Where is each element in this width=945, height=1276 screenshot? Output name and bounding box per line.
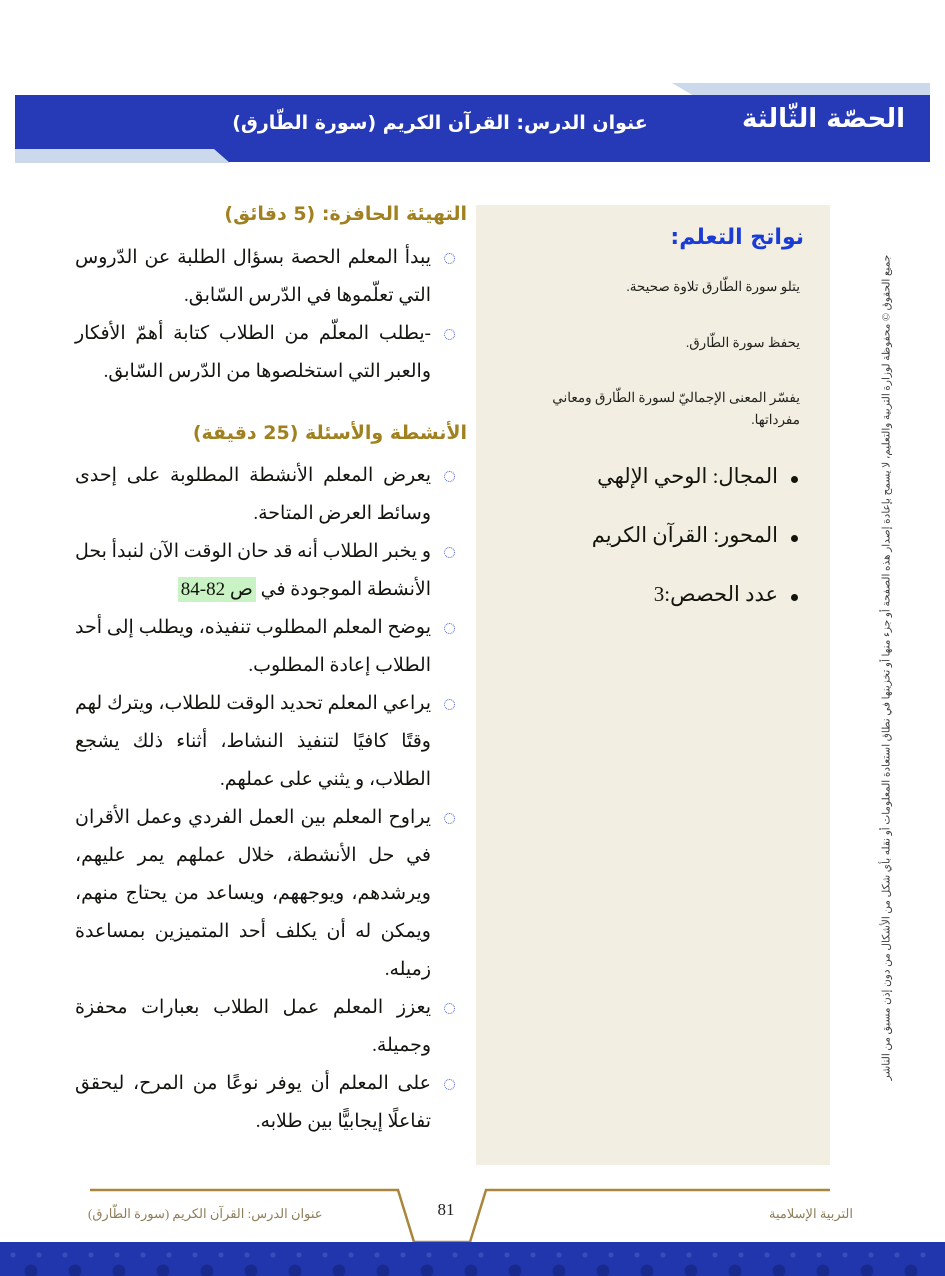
bullet-text: يبدأ المعلم الحصة بسؤال الطلبة عن الدّروس التي تعلّموها في الدّرس السّابق. xyxy=(75,246,431,306)
activities-section-heading: الأنشطة والأسئلة (25 دقيقة) xyxy=(192,421,467,444)
bottom-decorative-band xyxy=(0,1242,945,1276)
learning-outcomes-box xyxy=(476,205,830,1165)
list-item: عدد الحصص:3 xyxy=(502,582,804,607)
lesson-plan-column xyxy=(75,200,467,1141)
outcome-objective: يفسّر المعنى الإجماليّ لسورة الطّارق ومعاني مفرداتها. xyxy=(552,390,800,427)
list-item xyxy=(75,457,467,533)
outcome-objective: يحفظ سورة الطّارق. xyxy=(685,334,800,350)
footer-lesson-label: عنوان الدرس: القرآن الكريم (سورة الطّارق) xyxy=(88,1206,323,1221)
bullet-text: يوضح المعلم المطلوب تنفيذه، ويطلب إلى أحد الطلاب إعادة المطلوب. xyxy=(75,617,431,676)
outcomes-heading: نواتج التعلم: xyxy=(670,225,804,250)
page-range-highlight: ص 82-84 xyxy=(178,577,256,602)
outcome-objective: يتلو سورة الطّارق تلاوة صحيحة. xyxy=(626,279,800,294)
bullet-text: على المعلم أن يوفر نوعًا من المرح، ليحقق تفاعلًا إيجابيًّا بين طلابه. xyxy=(75,1073,431,1132)
bullet-text: يعزز المعلم عمل الطلاب بعبارات محفزة وجميلة. xyxy=(75,997,431,1056)
list-item xyxy=(75,533,467,609)
copyright-vertical-text: جميع الحقوق © محفوظة لوزارة التربية والتعليم، لا يسمح بإعادة إصدار هذه الصفحة أو جزء منها أو تخزينها في نطاق استعادة المعلومات أو نقله بأي شكل من الأشكال من دون إذن مسبق من الناشر xyxy=(881,254,893,1081)
bullet-text: يراعي المعلم تحديد الوقت للطلاب، ويترك لهم وقتًا كافيًا لتنفيذ النشاط، أثناء ذلك يشجع الطلاب، و يثني على عملهم. xyxy=(75,693,431,790)
prep-section-heading: التهيئة الحافزة: (5 دقائق) xyxy=(224,203,467,225)
bullet-text: و يخبر الطلاب أنه قد حان الوقت الآن لنبدأ بحل الأنشطة الموجودة في xyxy=(74,541,431,600)
bullet-text: -يطلب المعلّم من الطلاب كتابة أهمّ الأفكار والعبر التي استخلصوها من الدّرس السّابق. xyxy=(75,322,431,382)
lesson-title: عنوان الدرس: القرآن الكريم (سورة الطّارق) xyxy=(232,112,648,134)
banner-accent-bottom-left xyxy=(15,149,230,163)
bullet-text: يعرض المعلم الأنشطة المطلوبة على إحدى وسائط العرض المتاحة. xyxy=(75,465,431,524)
list-item xyxy=(75,1065,467,1141)
list-item xyxy=(75,239,467,315)
list-item: المجال: الوحي الإلهي xyxy=(502,464,804,489)
session-title: الحصّة الثّالثة xyxy=(741,104,905,134)
page-number: 81 xyxy=(437,1200,455,1219)
list-item xyxy=(75,609,467,685)
list-item xyxy=(75,685,467,799)
list-item xyxy=(75,315,467,391)
list-item xyxy=(75,799,467,989)
footer-subject-label: التربية الإسلامية xyxy=(769,1206,853,1221)
activities-bullet-list xyxy=(75,457,467,1141)
list-item: المحور: القرآن الكريم xyxy=(502,523,804,548)
bullet-text: يراوح المعلم بين العمل الفردي وعمل الأقران في حل الأنشطة، خلال عملهم يمر عليهم، ويرشدهم، ويوجههم، ويساعد من يحتاج منهم، ويمكن له أن يكلف أحد المتميزين بمساعدة زميله. xyxy=(75,807,431,980)
prep-bullet-list xyxy=(75,239,467,391)
list-item xyxy=(75,989,467,1065)
outcomes-meta-list xyxy=(502,464,804,607)
